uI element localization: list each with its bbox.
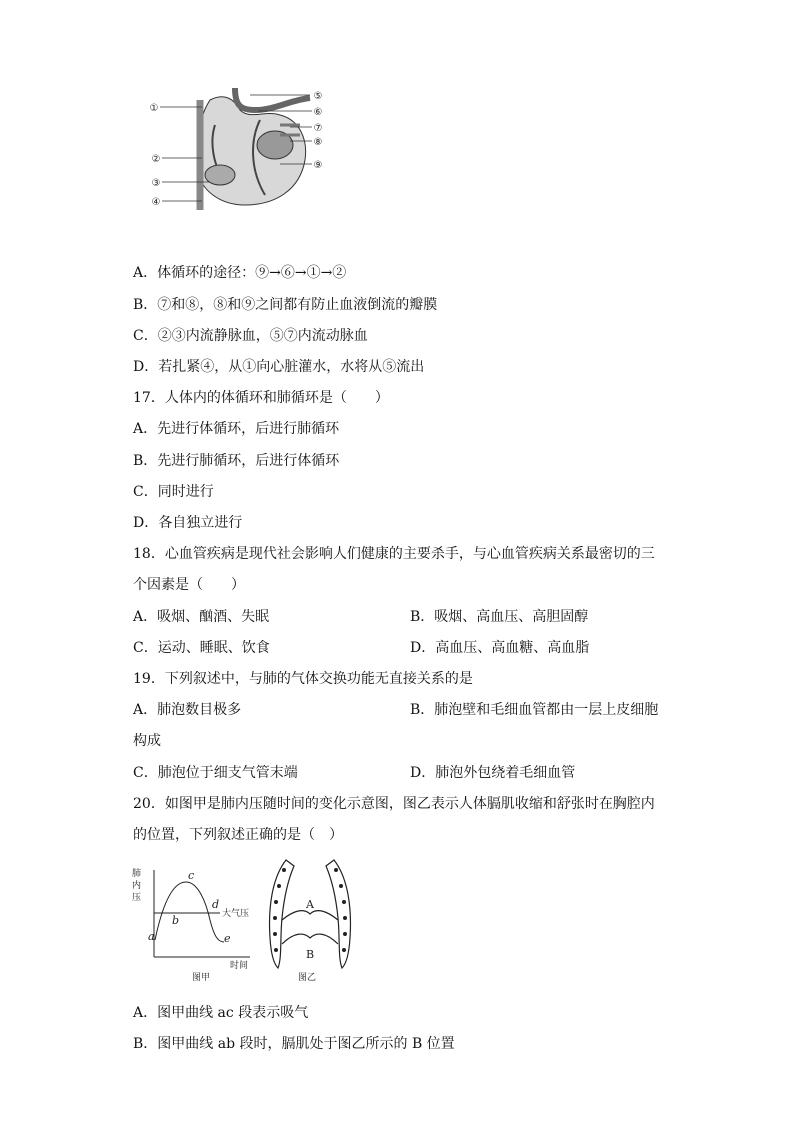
q17-option-c: C．同时进行 [133,484,214,500]
q18-option-d: D．高血压、高血糖、高血脂 [410,640,590,656]
q19-stem: 19．下列叙述中，与肺的气体交换功能无直接关系的是 [133,671,473,687]
heart-label-3: ③ [151,178,161,189]
q18-stem-line1: 18．心血管疾病是现代社会影响人们健康的主要杀手，与心血管疾病关系最密切的三 [133,546,655,562]
q19-option-b-cont: 构成 [133,733,161,749]
jia-point-c: c [188,869,195,882]
q20-option-a: A．图甲曲线 ac 段表示吸气 [133,1005,309,1021]
heart-label-5: ⑤ [313,91,323,102]
heart-diagram [140,80,340,215]
q17-option-a: A．先进行体循环，后进行肺循环 [133,421,340,437]
yi-diaphragm-a [282,911,338,920]
q16-option-c: C．②③内流静脉血，⑤⑦内流动脉血 [133,328,368,344]
yi-label-b: B [306,948,315,961]
q20-stem-line1: 20．如图甲是肺内压随时间的变化示意图，图乙表示人体膈肌收缩和舒张时在胸腔内 [133,796,655,812]
figure-yi-diaphragm [264,858,356,986]
jia-baseline-label: 大气压 [222,909,250,919]
q17-option-b: B．先进行肺循环，后进行体循环 [133,453,340,469]
heart-label-8: ⑧ [313,137,323,148]
jia-caption: 图甲 [192,973,211,983]
jia-point-e: e [224,932,231,945]
q16-option-d: D．若扎紧④，从①向心脏灌水，水将从⑤流出 [133,359,425,375]
heart-label-6: ⑥ [313,107,323,118]
jia-point-d: d [212,898,220,911]
heart-label-2: ② [151,154,161,165]
q18-option-c: C．运动、睡眠、饮食 [133,640,270,656]
q19-option-b: B．肺泡壁和毛细血管都由一层上皮细胞 [410,702,659,718]
q16-option-b: B．⑦和⑧，⑧和⑨之间都有防止血液倒流的瓣膜 [133,297,438,313]
jia-point-a: a [148,930,155,943]
jia-curve [155,882,224,942]
q19-option-a: A．肺泡数目极多 [133,702,242,718]
q17-option-d: D．各自独立进行 [133,515,243,531]
jia-ylabel-3: 压 [132,893,142,903]
yi-diaphragm-b [282,934,338,944]
q18-option-b: B．吸烟、高血压、高胆固醇 [410,609,589,625]
q20-stem-line2: 的位置，下列叙述正确的是（ ） [133,827,343,843]
q18-option-a: A．吸烟、酗酒、失眠 [133,609,270,625]
heart-drawing [197,88,310,210]
jia-point-b: b [172,914,180,927]
figure-jia-pressure-graph [128,862,256,987]
q19-option-c: C．肺泡位于细支气管末端 [133,765,298,781]
heart-label-7: ⑦ [313,123,323,134]
q16-option-a: A．体循环的途径：⑨→⑥→①→② [133,265,347,281]
heart-label-1: ① [149,103,159,114]
q17-stem: 17．人体内的体循环和肺循环是（ ） [133,390,389,406]
jia-xlabel: 时间 [230,961,249,971]
jia-ylabel-1: 肺 [132,869,142,879]
q19-option-d: D．肺泡外包绕着毛细血管 [410,765,576,781]
q18-stem-line2: 个因素是（ ） [133,577,245,593]
yi-caption: 图乙 [298,973,317,983]
yi-label-a: A [306,898,314,911]
q20-option-b: B．图甲曲线 ab 段时，膈肌处于图乙所示的 B 位置 [133,1036,455,1052]
jia-ylabel-2: 内 [132,881,142,891]
heart-label-9: ⑨ [313,160,323,171]
heart-label-4: ④ [151,197,161,208]
